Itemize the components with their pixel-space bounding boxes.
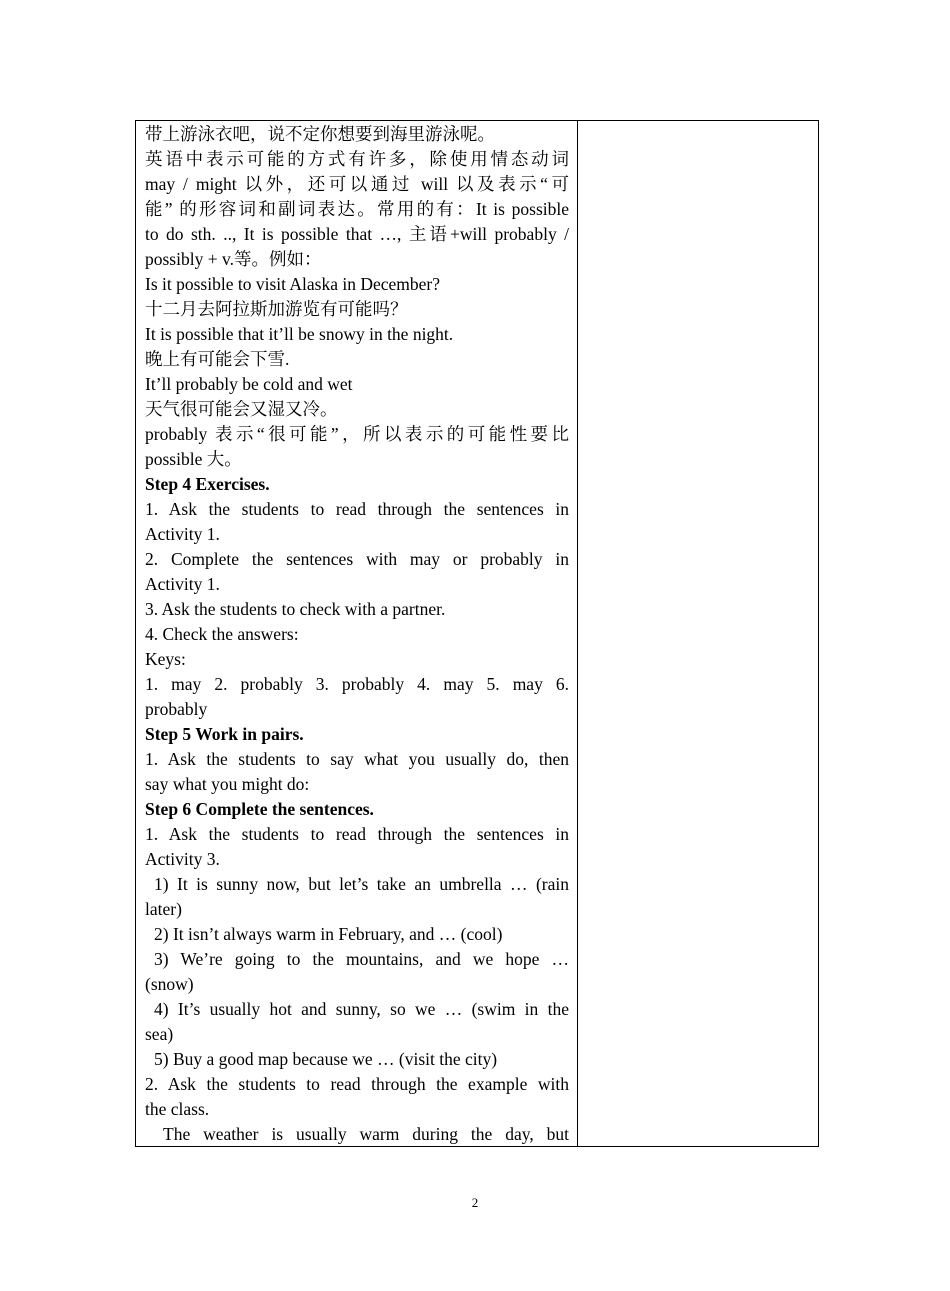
text-line: It is possible that it’ll be snowy in the night.	[145, 324, 454, 344]
text-line: It’ll probably be cold and wet	[145, 374, 353, 394]
text-line: 2. Complete the sentences with may or probably in	[145, 549, 569, 569]
text-line: sea)	[145, 1024, 174, 1044]
text-line: Activity 3.	[145, 849, 220, 869]
text-line: 4. Check the answers:	[145, 624, 299, 644]
page-number: 2	[471, 1195, 479, 1210]
text-line: (snow)	[145, 974, 194, 994]
exercise-item: 5) Buy a good map because we … (visit the city)	[154, 1049, 498, 1069]
text-line: 十二月去阿拉斯加游览有可能吗？	[145, 299, 408, 319]
text-line: 3. Ask the students to check with a partner.	[145, 599, 446, 619]
text-line: 1. Ask the students to say what you usually do, then	[145, 749, 569, 769]
text-line: probably 表示“很可能”，所以表示的可能性要比	[145, 424, 569, 444]
exercise-item: 1) It is sunny now, but let’s take an umbrella … (rain	[154, 874, 569, 894]
text-line: 1. Ask the students to read through the sentences in	[145, 824, 569, 844]
exercise-item: 3) We’re going to the mountains, and we hope …	[154, 949, 569, 969]
text-line: say what you might do:	[145, 774, 310, 794]
step-heading: Step 5 Work in pairs.	[145, 724, 304, 744]
text-line: the class.	[145, 1099, 210, 1119]
text-line: Activity 1.	[145, 574, 220, 594]
lesson-content-column	[136, 121, 578, 1146]
text-line: Is it possible to visit Alaska in December?	[145, 274, 441, 294]
text-line: may / might 以外，还可以通过 will 以及表示“可	[145, 174, 569, 194]
text-line: Activity 1.	[145, 524, 220, 544]
text-line: 天气很可能会又湿又冷。	[145, 399, 338, 419]
answer-keys-line: 1. may 2. probably 3. probably 4. may 5. may 6.	[145, 674, 569, 694]
exercise-item: 2) It isn’t always warm in February, and … (cool)	[154, 924, 503, 944]
text-line: possible 大。	[145, 449, 242, 469]
step-heading: Step 6 Complete the sentences.	[145, 799, 374, 819]
text-line: probably	[145, 699, 208, 719]
step-heading: Step 4 Exercises.	[145, 474, 270, 494]
text-line: 带上游泳衣吧，说不定你想要到海里游泳呢。	[145, 124, 495, 144]
notes-column	[578, 121, 818, 1146]
text-line: 晚上有可能会下雪.	[145, 349, 290, 369]
lesson-table	[135, 120, 819, 1147]
text-line: 英语中表示可能的方式有许多，除使用情态动词	[145, 149, 569, 169]
text-line: later)	[145, 899, 182, 919]
text-line: 2. Ask the students to read through the example with	[145, 1074, 569, 1094]
text-line: Keys:	[145, 649, 186, 669]
text-line: to do sth. .., It is possible that …, 主语+will probably /	[145, 224, 569, 244]
text-line: possibly + v.等。例如：	[145, 249, 322, 269]
text-line: 1. Ask the students to read through the sentences in	[145, 499, 569, 519]
exercise-item: 4) It’s usually hot and sunny, so we … (swim in the	[154, 999, 569, 1019]
text-line: The weather is usually warm during the day, but	[163, 1124, 569, 1144]
text-line: 能” 的形容词和副词表达。常用的有：It is possible	[145, 199, 569, 219]
